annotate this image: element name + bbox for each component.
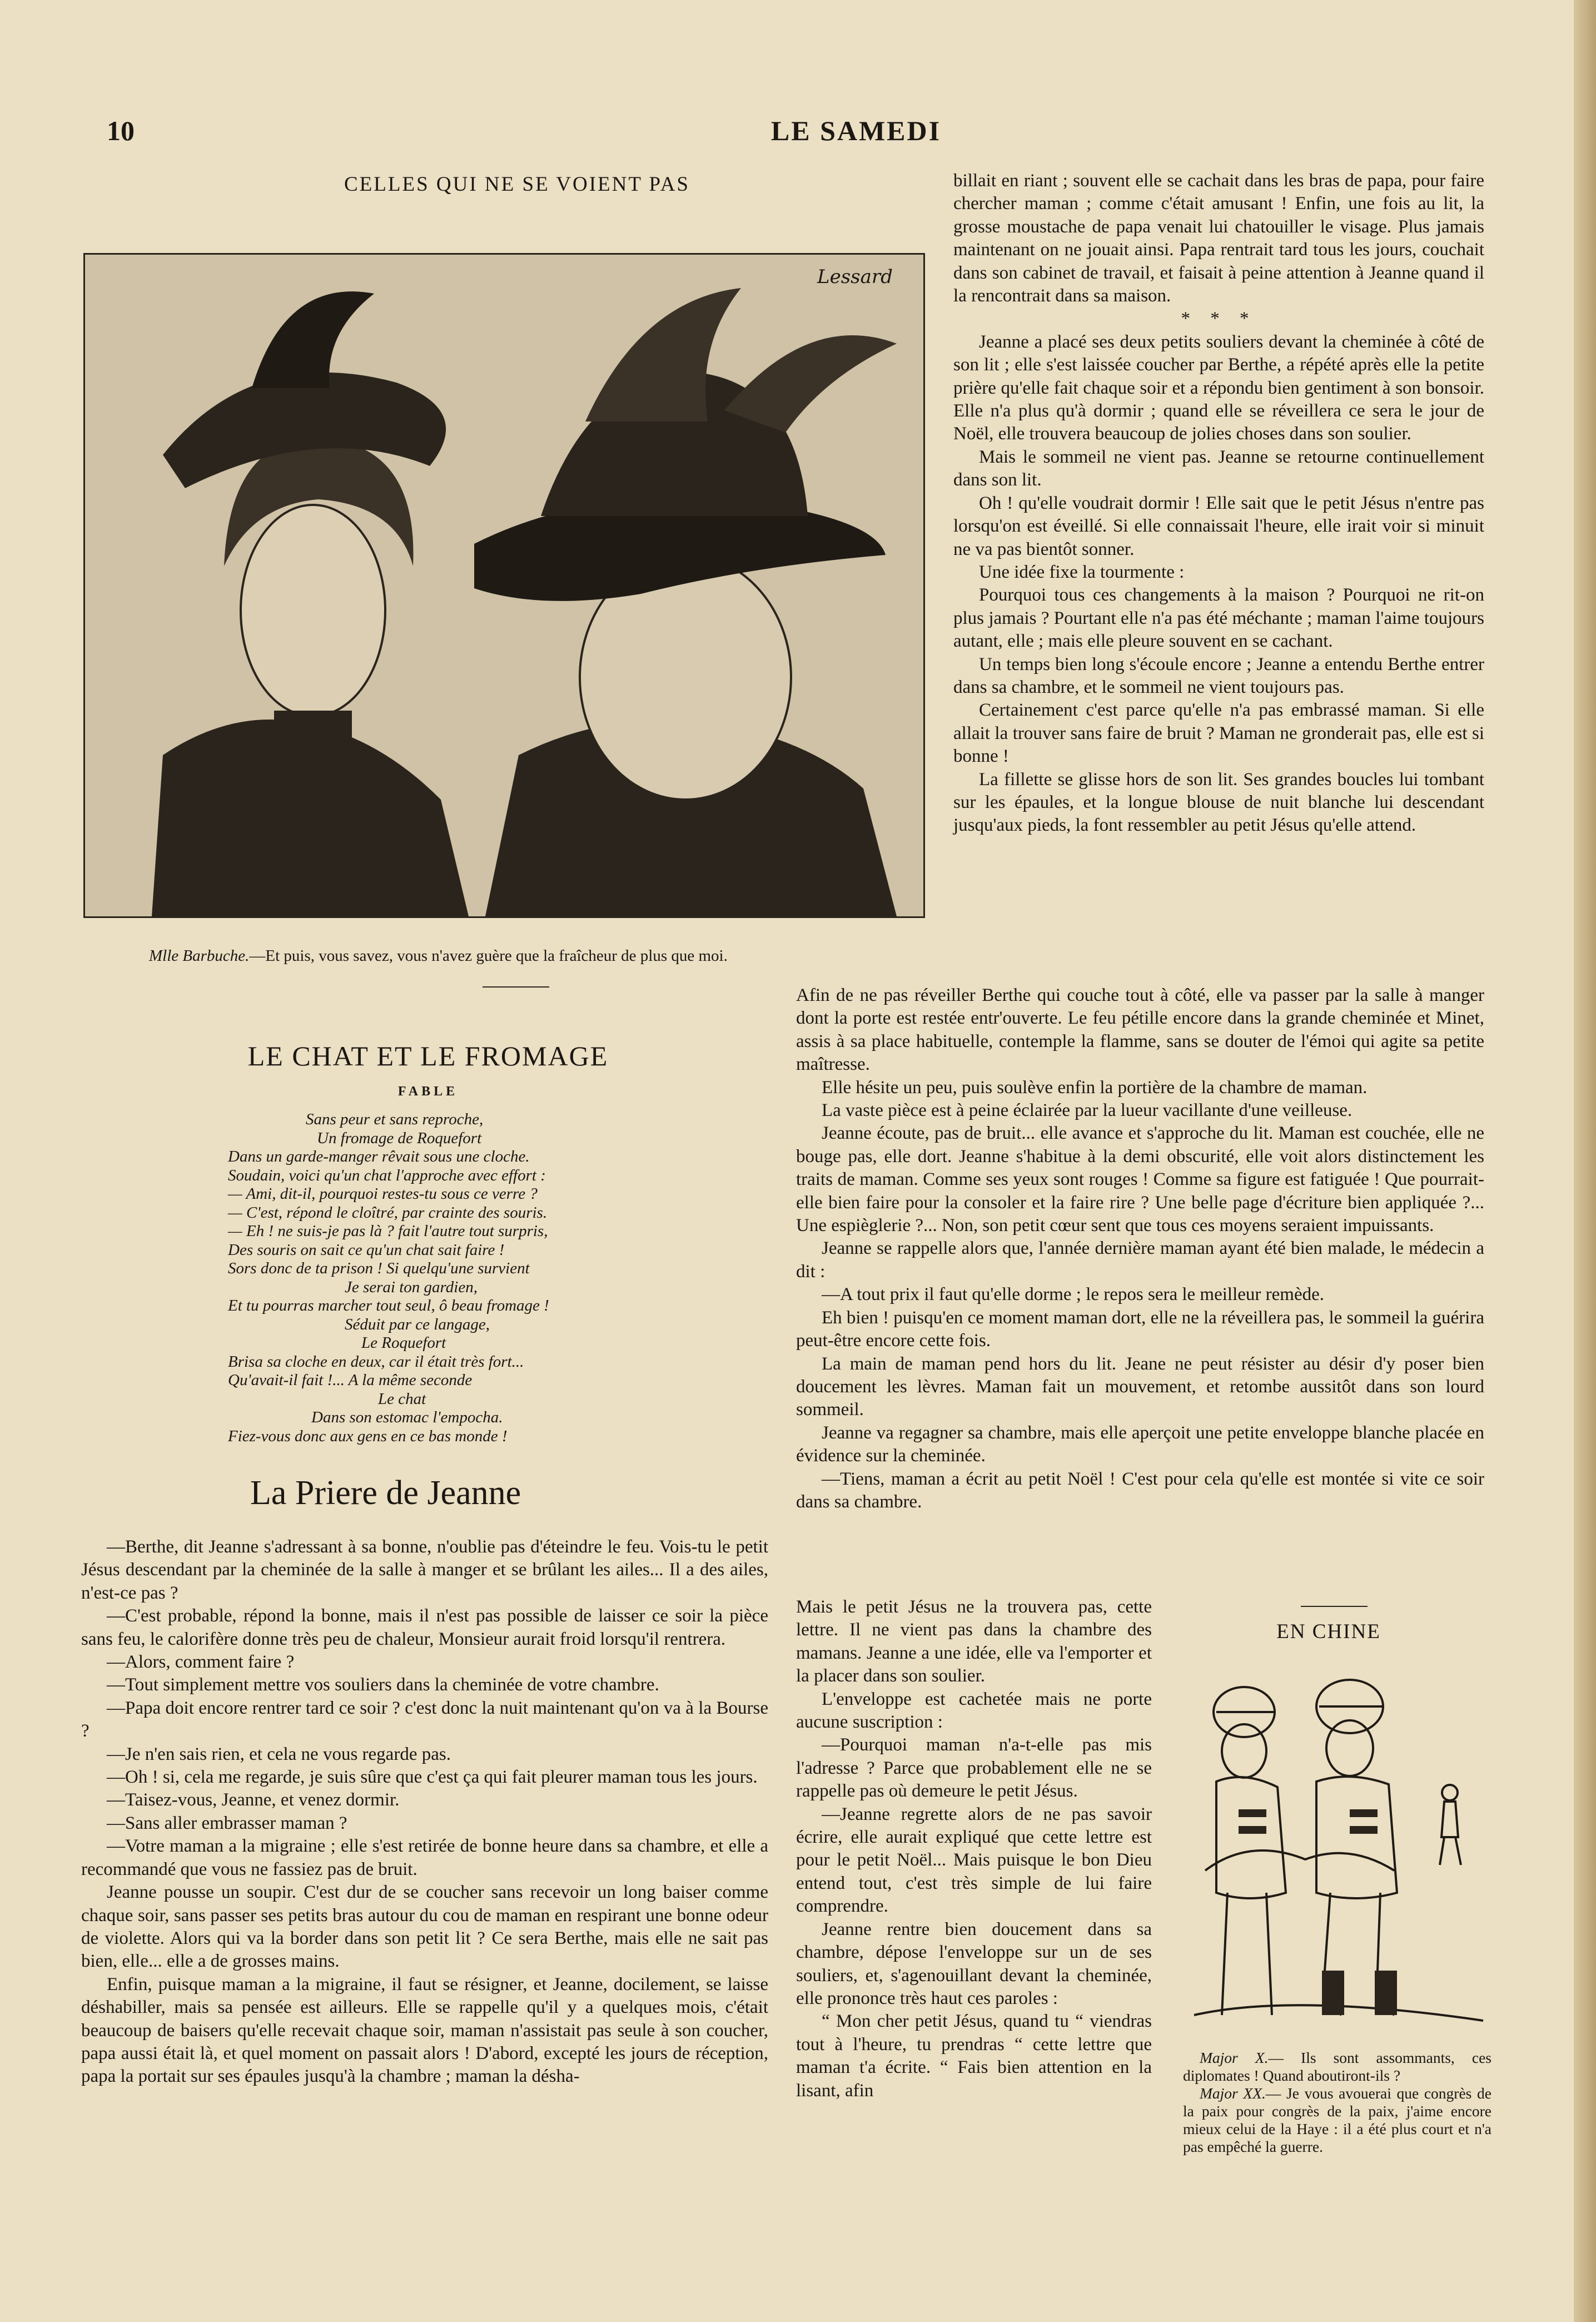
- story-paragraph: Jeanne va regagner sa chambre, mais elle aperçoit une petite enveloppe blanche placée en évidence sur la cheminée.: [796, 1422, 1484, 1466]
- story-paragraph: L'enveloppe est cachetée mais ne porte aucune suscription :: [796, 1689, 1152, 1733]
- story-paragraph: La fillette se glisse hors de son lit. Ses grandes boucles lui tombant sur les épaules, et la longue blouse de nuit blanche lui descendant jusqu'aux pieds, la font ressembler au petit Jésus qu'elle attend.: [953, 769, 1484, 836]
- story-narrow-column: [796, 1596, 1152, 2102]
- story-paragraph: —A tout prix il faut qu'elle dorme ; le repos sera le meilleur remède.: [822, 1284, 1324, 1305]
- poem-line: Fiez-vous donc aux gens en ce bas monde !: [228, 1427, 508, 1445]
- story-paragraph: —Tout simplement mettre vos souliers dans la cheminée de votre chambre.: [107, 1675, 659, 1695]
- fable-title: LE CHAT ET LE FROMAGE: [247, 1040, 609, 1071]
- cartoon-illustration-two-women: [83, 253, 925, 918]
- page-number: 10: [107, 115, 135, 146]
- poem-line: — Ami, dit-il, pourquoi restes-tu sous ce verre ?: [228, 1185, 538, 1203]
- story-paragraph: Enfin, puisque maman a la migraine, il faut se résigner, et Jeanne, docilement, se laisse déshabiller, mais sa pensée est ailleurs. Elle se rappelle qu'il y a quelques mois, c'était beaucoup de baisers qu'elle recevait chaque soir, maman n'assistait pas seule à son coucher, papa aussi était là, et quel moment on passait alors ! D'abord, excepté les jours de réception, papa la portait sur ses épaules jusqu'à la chambre ; maman la désha-: [81, 1974, 768, 2087]
- story-right-column: [953, 170, 1484, 837]
- story-paragraph: Pourquoi tous ces changements à la maison ? Pourquoi ne rit-on plus jamais ? Pourtant elle n'a pas été méchante ; maman l'aime toujours autant, elle ; mais elle pleure souvent en se cachant.: [953, 585, 1484, 652]
- poem-line: Qu'avait-il fait !... A la même seconde: [228, 1371, 473, 1389]
- caption-text: — Je vous avouerai que congrès de la paix pour congrès de la paix, j'aime encore mieux celui de la Haye : il a été plus court et n'a pas empêché la guerre.: [1183, 2085, 1491, 2155]
- caption-text: —Et puis, vous savez, vous n'avez guère que la fraîcheur de plus que moi.: [249, 947, 728, 965]
- poem-line: — C'est, répond le cloîtré, par crainte des souris.: [228, 1203, 548, 1222]
- cartoon-drawing: [85, 255, 923, 916]
- cartoon-caption: [149, 947, 899, 965]
- story-paragraph: —Votre maman a la migraine ; elle s'est retirée de bonne heure dans sa chambre, et elle a recommandé que vous ne fassiez pas de bruit.: [81, 1836, 768, 1879]
- story-paragraph: —Tiens, maman a écrit au petit Noël ! C'est pour cela qu'elle est montée si vite ce soir dans sa chambre.: [796, 1468, 1484, 1512]
- story-paragraph: Jeanne a placé ses deux petits souliers devant la cheminée à côté de son lit ; elle s'est laissée coucher par Berthe, a répété après elle la petite prière qu'elle fait chaque soir et a répondu bien gentiment à son bonsoir. Elle n'a plus qu'à dormir ; quand elle se réveillera ce sera le jour de Noël, elle trouvera beaucoup de jolies choses dans son soulier.: [953, 331, 1484, 444]
- artist-signature: Lessard: [817, 266, 893, 288]
- story-paragraph: —Taisez-vous, Jeanne, et venez dormir.: [107, 1790, 400, 1810]
- story-paragraph: —Jeanne regrette alors de ne pas savoir écrire, elle aurait expliqué que cette lettre est pour le petit Noël... Mais puisque le bon Dieu entend tout, c'est très simple de lui faire comprendre.: [796, 1804, 1152, 1917]
- story-paragraph: La main de maman pend hors du lit. Jeane ne peut résister au désir d'y poser bien doucement les lèvres. Maman fait un mouvement, et retombe aussitôt dans son lourd sommeil.: [796, 1353, 1484, 1420]
- poem-line: Je serai ton gardien,: [345, 1278, 478, 1296]
- story-paragraph: —Berthe, dit Jeanne s'adressant à sa bonne, n'oublie pas d'éteindre le feu. Vois-tu le petit Jésus descendant par la cheminée de la salle à manger et se brûlant les ailes... Il a des ailes, n'est-ce pas ?: [81, 1537, 768, 1603]
- poem-line: Le chat: [378, 1390, 426, 1408]
- story-paragraph: billait en riant ; souvent elle se cachait dans les bras de papa, pour faire chercher maman ; comme c'était amusant ! Enfin, une fois au lit, la grosse moustache de papa venait lui chatouiller le visage. Plus jamais maintenant on ne jouait ainsi. Papa rentrait tard tous les jours, couchait dans son cabinet de travail, et faisait à peine attention à Jeanne quand il la rencontrait dans sa maison.: [953, 171, 1484, 306]
- story-paragraph: Oh ! qu'elle voudrait dormir ! Elle sait que le petit Jésus n'entre pas lorsqu'on est éveillé. Si elle connaissait l'heure, elle irait voir si minuit ne va pas bientôt sonner.: [953, 493, 1484, 559]
- poem-line: Sors donc de ta prison ! Si quelqu'une survient: [228, 1259, 530, 1277]
- story-paragraph: —Pourquoi maman n'a-t-elle pas mis l'adresse ? Parce que probablement elle ne se rappelle pas où demeure le petit Jésus.: [796, 1735, 1152, 1802]
- story-wide-block: [796, 984, 1484, 1514]
- story-paragraph: “ Mon cher petit Jésus, quand tu “ viendras tout à l'heure, tu prendras “ cette lettre que maman t'a écrite. “ Fais bien attention en la lisant, afin: [796, 2011, 1152, 2101]
- story-paragraph: Mais le petit Jésus ne la trouvera pas, cette lettre. Il ne vient pas dans la chambre des mamans. Jeanne a une idée, elle va l'emporter et la placer dans son soulier.: [796, 1597, 1152, 1686]
- fable-poem: [211, 1110, 656, 1446]
- caption-line: [1183, 2085, 1491, 2156]
- story-paragraph: —Papa doit encore rentrer tard ce soir ? c'est donc la nuit maintenant qu'on va à la Bourse ?: [81, 1698, 768, 1742]
- poem-line: Séduit par ce langage,: [345, 1315, 490, 1333]
- story-paragraph: —Sans aller embrasser maman ?: [107, 1813, 347, 1833]
- cartoon-title: CELLES QUI NE SE VOIENT PAS: [344, 173, 690, 196]
- story-paragraph: Elle hésite un peu, puis soulève enfin la portière de la chambre de maman.: [822, 1077, 1368, 1098]
- poem-line: Brisa sa cloche en deux, car il était très fort...: [228, 1352, 524, 1371]
- cartoon2-title: EN CHINE: [1276, 1620, 1381, 1643]
- poem-line: Soudain, voici qu'un chat l'approche avec effort :: [228, 1166, 546, 1184]
- story-paragraph: Une idée fixe la tourmente :: [979, 562, 1185, 582]
- story-paragraph: —Alors, comment faire ?: [107, 1652, 295, 1673]
- cartoon-illustration-two-majors: [1183, 1659, 1488, 2048]
- story-paragraph: —Je n'en sais rien, et cela ne vous regarde pas.: [107, 1744, 451, 1764]
- caption-speaker: Major XX.: [1200, 2085, 1266, 2102]
- story-title: La Priere de Jeanne: [250, 1474, 521, 1512]
- story-paragraph: —Oh ! si, cela me regarde, je suis sûre que c'est ça qui fait pleurer maman tous les jours.: [107, 1767, 758, 1788]
- story-paragraph: Eh bien ! puisqu'en ce moment maman dort, elle ne la réveillera pas, le sommeil la guérira peut-être encore cette fois.: [796, 1307, 1484, 1351]
- caption-text: — Ils sont assommants, ces diplomates ! Quand aboutiront-ils ?: [1183, 2049, 1491, 2084]
- story-left-column: [81, 1536, 768, 2088]
- story-paragraph: Jeanne pousse un soupir. C'est dur de se coucher sans recevoir un long baiser comme chaque soir, sans passer ses petits bras autour du cou de maman en respirant une bonne odeur de violette. Alors qui va la border dans son petit lit ? Ce sera Berthe, mais elle ne sait pas bien, elle... elle a de grosses mains.: [81, 1882, 768, 1972]
- poem-line: Le Roquefort: [361, 1334, 446, 1352]
- page-edge-shadow: [1574, 0, 1596, 2322]
- section-divider: [1301, 1606, 1368, 1607]
- caption-speaker: Major X.: [1200, 2049, 1269, 2066]
- section-separator: * * *: [1181, 309, 1257, 329]
- poem-line: Dans un garde-manger rêvait sous une cloche.: [228, 1148, 530, 1165]
- story-paragraph: Jeanne écoute, pas de bruit... elle avance et s'approche du lit. Maman est couchée, elle ne bouge pas, elle dort. Jeanne s'habitue à la demi obscurité, elle voit alors distinctement les traits de maman. Comme ses yeux sont rouges ! Comme sa figure est fatiguée ! Que pourrait-elle bien faire pour la consoler et la faire rire ? Une belle page d'écriture bien appliquée ?... Une espièglerie ?... Non, son petit cœur sent que tous ces moyens seraient impuissants.: [796, 1123, 1484, 1236]
- story-paragraph: Mais le sommeil ne vient pas. Jeanne se retourne continuellement dans son lit.: [953, 446, 1484, 490]
- poem-line: Sans peur et sans reproche,: [306, 1110, 484, 1128]
- masthead: LE SAMEDI: [770, 115, 942, 146]
- poem-line: Un fromage de Roquefort: [317, 1129, 482, 1147]
- cartoon2-caption: [1183, 2049, 1491, 2156]
- section-divider: [483, 986, 549, 988]
- poem-line: — Eh ! ne suis-je pas là ? fait l'autre tout surpris,: [228, 1222, 548, 1240]
- cartoon2-drawing: [1183, 1659, 1488, 2048]
- story-paragraph: Jeanne se rappelle alors que, l'année dernière maman ayant été bien malade, le médecin a dit :: [796, 1238, 1484, 1282]
- story-paragraph: La vaste pièce est à peine éclairée par la lueur vacillante d'une veilleuse.: [822, 1100, 1353, 1121]
- poem-line: Et tu pourras marcher tout seul, ô beau fromage !: [228, 1297, 549, 1314]
- caption-speaker: Mlle Barbuche.: [149, 947, 250, 965]
- poem-line: Dans son estomac l'empocha.: [311, 1408, 503, 1426]
- story-paragraph: Certainement c'est parce qu'elle n'a pas embrassé maman. Si elle allait la trouver sans faire de bruit ? Maman ne gronderait pas, elle est si bonne !: [953, 700, 1484, 767]
- poem-line: Des souris on sait ce qu'un chat sait faire !: [228, 1241, 505, 1259]
- fable-subtitle: FABLE: [397, 1084, 459, 1099]
- story-paragraph: —C'est probable, répond la bonne, mais il n'est pas possible de laisser ce soir la pièce sans feu, le calorifère donne très peu de chaleur, Monsieur aurait froid lorsqu'il rentrera.: [81, 1606, 768, 1649]
- story-paragraph: Jeanne rentre bien doucement dans sa chambre, dépose l'enveloppe sur un de ses souliers, et, s'agenouillant devant la cheminée, elle prononce très haut ces paroles :: [796, 1919, 1152, 2008]
- story-paragraph: Un temps bien long s'écoule encore ; Jeanne a entendu Berthe entrer dans sa chambre, et le sommeil ne vient toujours pas.: [953, 654, 1484, 697]
- caption-line: [1183, 2049, 1491, 2085]
- story-paragraph: Afin de ne pas réveiller Berthe qui couche tout à côté, elle va passer par la salle à manger dont la porte est restée entr'ouverte. Le feu pétille encore dans la grande cheminée et Minet, assis à sa place habituelle, contemple la flamme, sans se douter de l'émoi qui agite sa petite maîtresse.: [796, 985, 1484, 1075]
